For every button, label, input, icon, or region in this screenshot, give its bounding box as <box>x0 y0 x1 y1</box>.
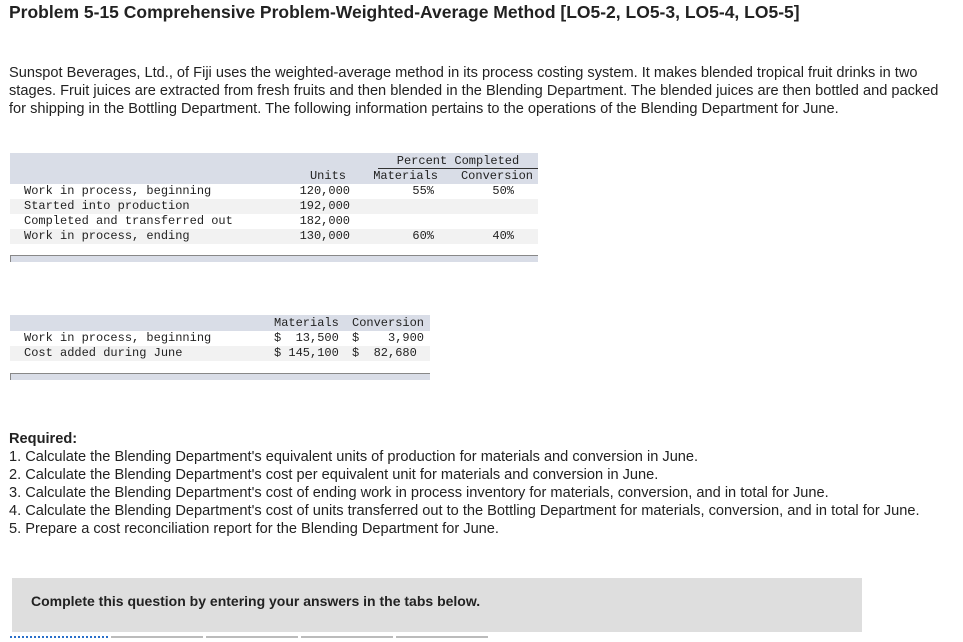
table-footer <box>10 255 538 262</box>
conversion-value: 40% <box>492 229 514 243</box>
tab-3[interactable] <box>206 636 298 642</box>
instruction-text: Complete this question by entering your answers in the tabs below. <box>31 593 481 609</box>
row-label: Work in process, beginning <box>24 184 212 198</box>
row-label: Cost added during June <box>24 346 183 360</box>
required-heading: Required: <box>9 431 78 447</box>
conversion-value: $ 3,900 <box>352 331 425 345</box>
units-value: 182,000 <box>299 214 350 228</box>
materials-header: Materials <box>274 316 339 330</box>
table-row <box>10 346 430 361</box>
instruction-banner <box>12 578 862 632</box>
tab-4[interactable] <box>301 636 393 642</box>
materials-value: $ 145,100 <box>274 346 339 360</box>
units-header: Units <box>309 169 346 183</box>
row-label: Started into production <box>24 199 190 213</box>
row-label: Completed and transferred out <box>24 214 233 228</box>
percent-completed-header: Percent Completed <box>378 154 538 169</box>
table-footer <box>10 373 430 380</box>
cost-table <box>10 315 430 380</box>
materials-value: 55% <box>412 184 434 198</box>
conversion-value: $ 82,680 <box>352 346 417 360</box>
required-section <box>9 430 949 538</box>
page-title: Problem 5-15 Comprehensive Problem-Weighted-Average Method [LO5-2, LO5-3, LO5-4, LO5-5] <box>9 2 800 22</box>
conversion-header: Conversion <box>460 169 533 183</box>
units-table <box>10 153 538 262</box>
units-table-header <box>10 153 538 184</box>
tab-5[interactable] <box>396 636 488 642</box>
materials-value: 60% <box>412 229 434 243</box>
required-item: 3. Calculate the Blending Department's cost of ending work in process inventory for materials, conversion, and in total for June. <box>9 485 829 501</box>
tab-2[interactable] <box>111 636 203 642</box>
table-row <box>10 199 538 214</box>
table-row <box>10 331 430 346</box>
required-item: 1. Calculate the Blending Department's equivalent units of production for materials and conversion in June. <box>9 449 699 465</box>
answer-tabs <box>10 636 488 642</box>
required-item: 5. Prepare a cost reconciliation report for the Blending Department for June. <box>9 521 499 537</box>
table-row <box>10 184 538 199</box>
conversion-header: Conversion <box>352 316 425 330</box>
materials-header: Materials <box>373 169 438 183</box>
row-label: Work in process, beginning <box>24 331 212 345</box>
units-value: 120,000 <box>299 184 350 198</box>
cost-table-header <box>10 315 430 331</box>
required-item: 2. Calculate the Blending Department's cost per equivalent unit for materials and conversion in June. <box>9 467 659 483</box>
units-value: 130,000 <box>299 229 350 243</box>
table-row <box>10 214 538 229</box>
materials-value: $ 13,500 <box>274 331 339 345</box>
units-value: 192,000 <box>299 199 350 213</box>
table-row <box>10 229 538 244</box>
tab-1[interactable] <box>10 636 108 642</box>
required-item: 4. Calculate the Blending Department's cost of units transferred out to the Bottling Department for materials, conversion, and in total for June. <box>9 503 920 519</box>
problem-description: Sunspot Beverages, Ltd., of Fiji uses the weighted-average method in its process costing system. It makes blended tropical fruit drinks in two stages. Fruit juices are extracted from fresh fruits and then blended in the Blending Department. The blended juices are then bottled and packed for shipping in the Bottling Department. The following information pertains to the operations of the Blending Department for June. <box>9 65 939 117</box>
conversion-value: 50% <box>492 184 514 198</box>
row-label: Work in process, ending <box>24 229 190 243</box>
